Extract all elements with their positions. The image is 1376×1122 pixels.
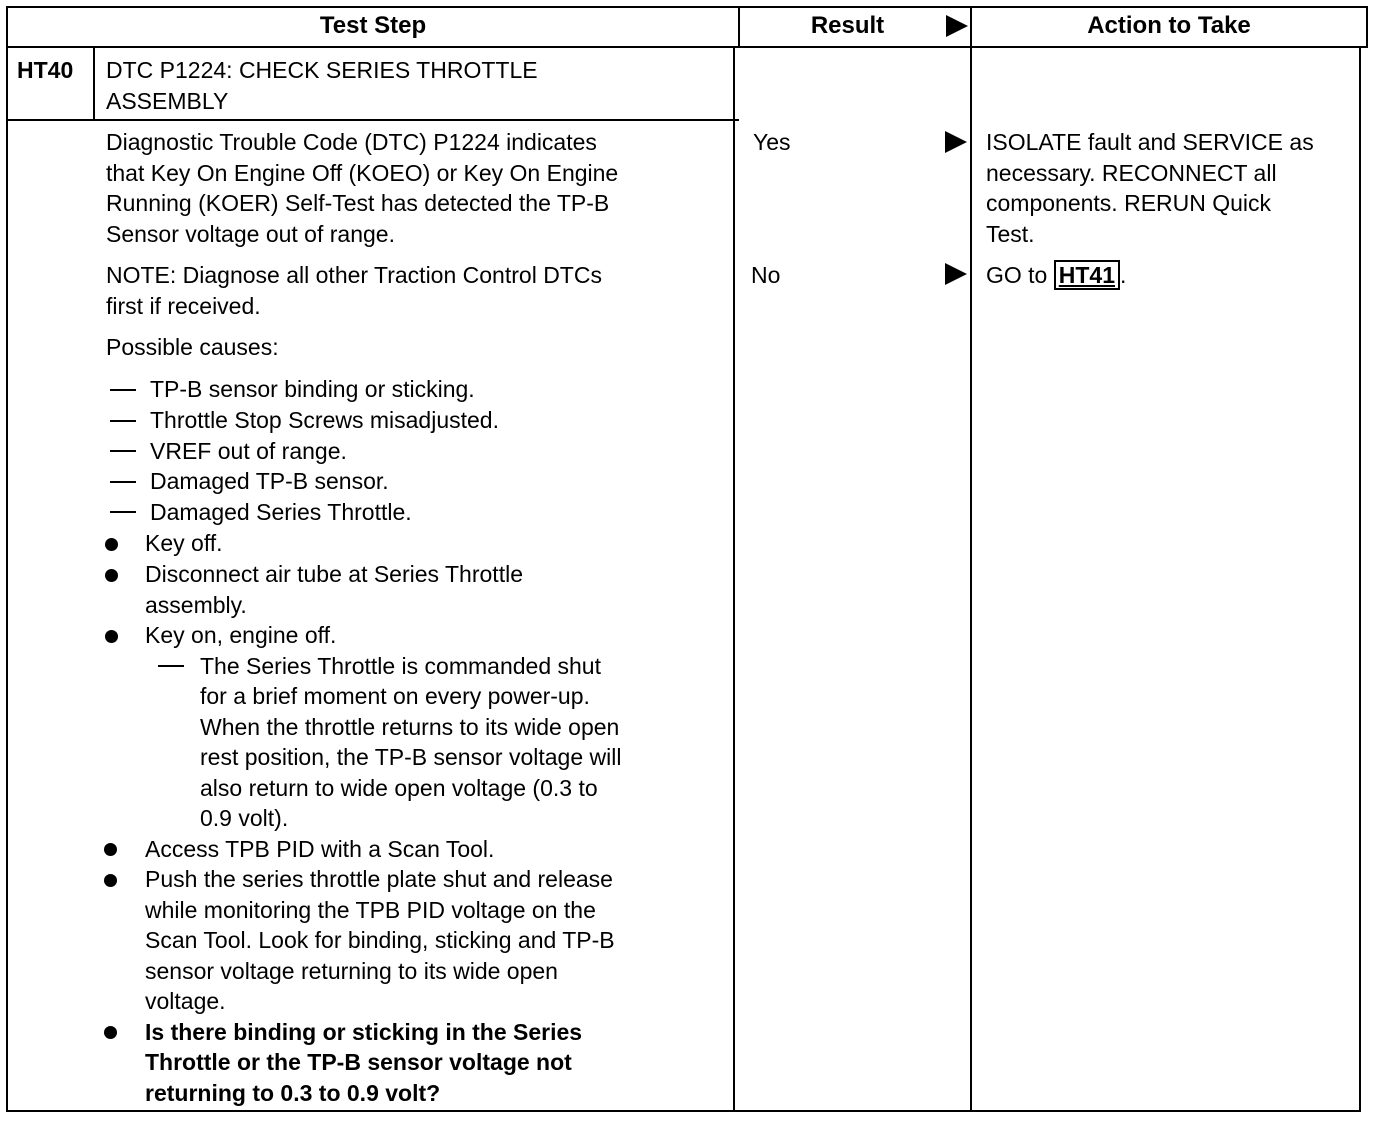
action-no-prefix: GO to: [986, 262, 1048, 288]
bullet-icon: [104, 1026, 117, 1039]
bullet-icon: [105, 630, 118, 643]
sub-note-line: When the throttle returns to its wide open: [200, 713, 620, 740]
result-no: No: [751, 262, 781, 288]
dash-icon: [158, 665, 184, 667]
dash-icon: [110, 389, 136, 391]
sub-note-line: rest position, the TP-B sensor voltage will: [200, 744, 622, 770]
note-line: NOTE: Diagnose all other Traction Control DTCs: [106, 262, 602, 288]
header-test-step: Test Step: [319, 12, 427, 39]
action-no: [986, 260, 1126, 291]
table-border-left: [6, 6, 8, 1112]
step-disconnect-line: Disconnect air tube at Series Throttle: [145, 561, 523, 587]
cause-item: Throttle Stop Screws misadjusted.: [150, 407, 499, 433]
step-title-line-2: ASSEMBLY: [106, 87, 229, 114]
sub-note-line: The Series Throttle is commanded shut: [200, 652, 601, 679]
question-line: returning to 0.3 to 0.9 volt?: [145, 1079, 441, 1106]
step-push-line: Push the series throttle plate shut and release: [145, 866, 613, 892]
cause-item: Damaged Series Throttle.: [150, 498, 412, 525]
cause-item: TP-B sensor binding or sticking.: [150, 376, 475, 402]
result-yes-arrow-icon: [945, 131, 967, 153]
step-key-on: Key on, engine off.: [145, 622, 337, 648]
step-disconnect-line: assembly.: [145, 591, 247, 618]
header-arrow-icon: [946, 15, 968, 37]
cause-item: VREF out of range.: [150, 437, 347, 464]
result-no-arrow-icon: [945, 263, 967, 285]
header-divider: [6, 46, 1368, 48]
step-push-line: sensor voltage returning to its wide open: [145, 957, 558, 984]
table-border-right: [1366, 6, 1368, 48]
header-result: Result: [810, 12, 885, 39]
question-line: Is there binding or sticking in the Series: [145, 1018, 583, 1045]
action-yes-line: components. RERUN Quick: [986, 190, 1272, 216]
description-line: Diagnostic Trouble Code (DTC) P1224 indicates: [106, 129, 597, 155]
goto-ht41-link[interactable]: HT41: [1054, 260, 1120, 290]
id-column-divider: [93, 46, 95, 121]
action-no-suffix: .: [1120, 262, 1127, 288]
step-title-line-1: DTC P1224: CHECK SERIES THROTTLE: [106, 57, 538, 83]
description-line: Running (KOER) Self-Test has detected the TP-B: [106, 190, 610, 216]
bullet-icon: [105, 569, 118, 582]
dash-icon: [110, 481, 136, 483]
question-line: Throttle or the TP-B sensor voltage not: [145, 1049, 572, 1075]
bullet-icon: [104, 874, 117, 887]
description-line: that Key On Engine Off (KOEO) or Key On Engine: [106, 159, 619, 186]
sub-note-line: also return to wide open voltage (0.3 to: [200, 774, 598, 801]
step-access: Access TPB PID with a Scan Tool.: [145, 835, 495, 862]
sub-note-line: 0.9 volt).: [200, 805, 289, 831]
step-id: HT40: [17, 57, 74, 83]
dash-icon: [110, 450, 136, 452]
result-column-divider-body: [733, 46, 735, 1112]
step-push-line: Scan Tool. Look for binding, sticking and TP-B: [145, 927, 615, 953]
title-row-divider: [6, 119, 739, 121]
table-border-bottom: [6, 1110, 1361, 1112]
action-column-divider: [970, 6, 972, 1112]
dash-icon: [110, 511, 136, 513]
step-push-line: while monitoring the TPB PID voltage on the: [145, 896, 596, 923]
result-yes: Yes: [753, 129, 791, 155]
action-yes-line: ISOLATE fault and SERVICE as: [986, 129, 1314, 155]
step-push-line: voltage.: [145, 988, 226, 1014]
action-yes-line: necessary. RECONNECT all: [986, 159, 1277, 186]
cause-item: Damaged TP-B sensor.: [150, 468, 389, 494]
action-yes-line: Test.: [986, 220, 1035, 247]
table-border-right-body: [1359, 46, 1361, 1112]
bullet-icon: [104, 843, 117, 856]
causes-heading: Possible causes:: [106, 334, 279, 360]
header-action: Action to Take: [1087, 12, 1251, 39]
description-line: Sensor voltage out of range.: [106, 220, 395, 247]
sub-note-line: for a brief moment on every power-up.: [200, 683, 590, 709]
dash-icon: [110, 420, 136, 422]
bullet-icon: [105, 538, 118, 551]
step-key-off: Key off.: [145, 530, 223, 556]
note-line: first if received.: [106, 292, 261, 319]
